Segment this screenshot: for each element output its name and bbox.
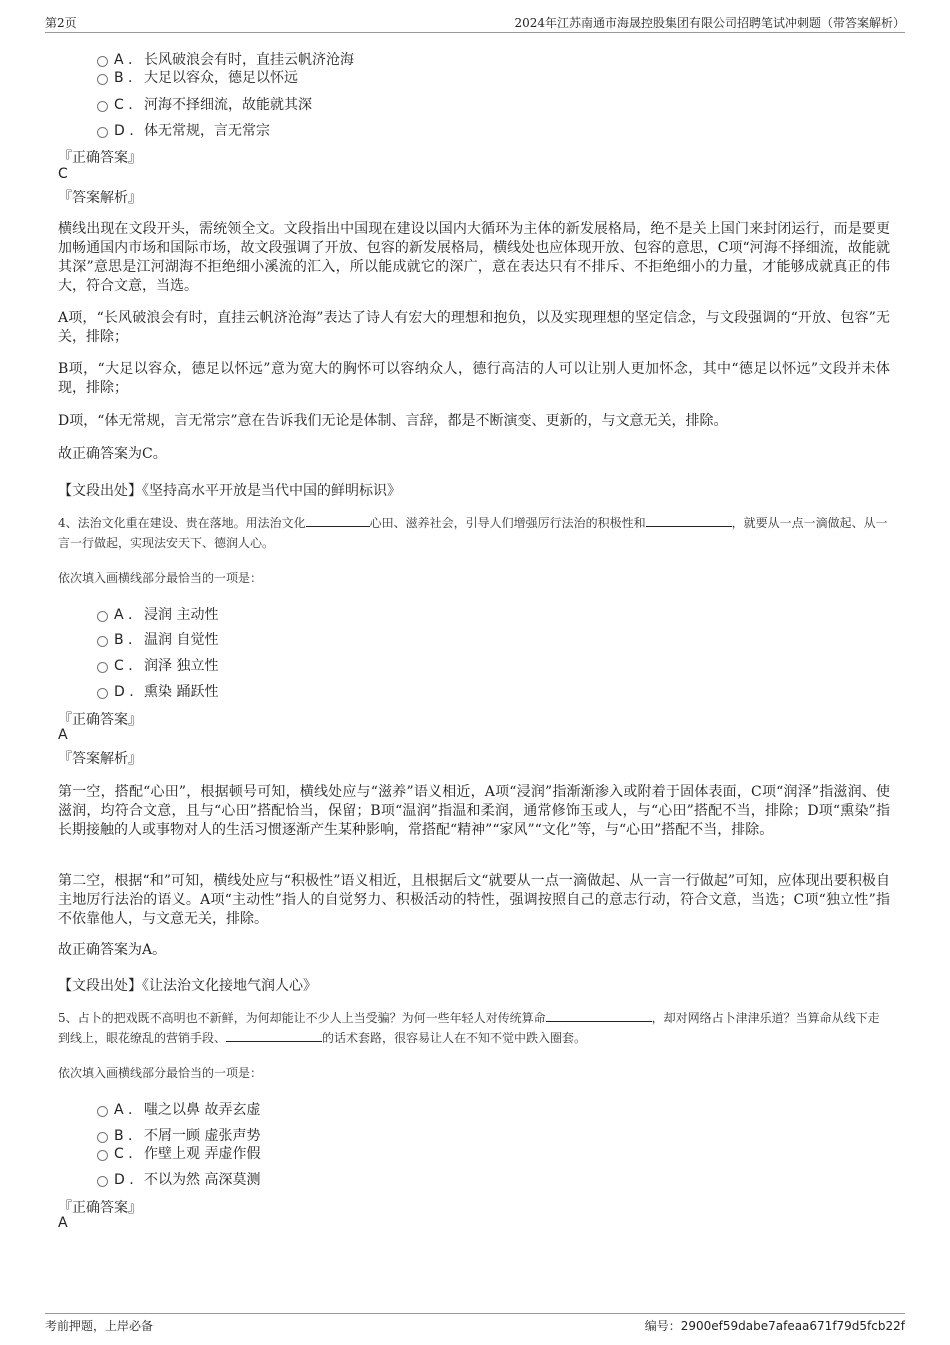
footer-slogan: 考前押题，上岸必备 bbox=[45, 1319, 154, 1333]
q5-option-d[interactable]: D . 不以为然 高深莫测 bbox=[97, 1169, 260, 1189]
radio-icon[interactable] bbox=[97, 56, 108, 67]
q3-analysis-paragraph: 横线出现在文段开头，需统领全文。文段指出中国现在建设以国内大循环为主体的新发展格局，绝不是关上国门来封闭运行，而是要更加畅通国内市场和国际市场，故文段强调了开放、包容的新发展格局，横线处也应体现开放、包容的意思，C项“河海不择细流，故能就其深”意思是江河湖海不拒绝细小溪流的汇入，所以能成就它的深广，意在表达只有不排斥、不拒绝细小的力量，才能够成就真正的伟大，符合文意，当选。 bbox=[58, 221, 890, 294]
q3-option-c[interactable]: C . 河海不择细流，故能就其深 bbox=[97, 94, 312, 114]
q3-analysis-label: 『答案解析』 bbox=[58, 190, 142, 206]
radio-icon[interactable] bbox=[97, 101, 108, 112]
blank-line bbox=[546, 1020, 652, 1022]
q4-source: 【文段出处】《让法治文化接地气润人心》 bbox=[58, 978, 317, 994]
q5-option-a[interactable]: A . 嗤之以鼻 故弄玄虚 bbox=[97, 1099, 260, 1119]
radio-icon[interactable] bbox=[97, 662, 108, 673]
q4-analysis-label: 『答案解析』 bbox=[58, 751, 142, 767]
q4-analysis-paragraph: 第一空，搭配“心田”，根据顿号可知，横线处应与“滋养”语义相近，A项“浸润”指渐渐渗入或附着于固体表面，C项“润泽”指滋润、使滋润，均符合文意，且与“心田”搭配恰当，保留；B项“温润”指温和柔润，通常修饰玉或人，与“心田”搭配不当，排除；D项“熏染”指长期接触的人或事物对人的生活习惯逐渐产生某种影响，常搭配“精神”“家风”“文化”等，与“心田”搭配不当，排除。 bbox=[58, 784, 890, 838]
q3-analysis-paragraph: B项，“大足以容众，德足以怀远”意为宽大的胸怀可以容纳众人，德行高洁的人可以让别人更加怀念，其中“德足以怀远”文段并未体现，排除； bbox=[58, 361, 890, 396]
q4-answer-label: 『正确答案』 bbox=[58, 712, 142, 728]
radio-icon[interactable] bbox=[97, 1150, 108, 1161]
q3-option-b[interactable]: B . 大足以容众，德足以怀远 bbox=[97, 67, 298, 87]
radio-icon[interactable] bbox=[97, 688, 108, 699]
q4-answer: A bbox=[58, 727, 68, 743]
q3-analysis-paragraph: A项，“长风破浪会有时，直挂云帆济沧海”表达了诗人有宏大的理想和抱负，以及实现理想的坚定信念，与文段强调的“开放、包容”无关，排除； bbox=[58, 310, 890, 345]
radio-icon[interactable] bbox=[97, 611, 108, 622]
document-id: 编号：2900ef59dabe7afeaa671f79d5fcb22f bbox=[644, 1319, 905, 1333]
q5-answer: A bbox=[58, 1215, 68, 1231]
q3-source: 【文段出处】《坚持高水平开放是当代中国的鲜明标识》 bbox=[58, 483, 401, 499]
q5-stem: 5、占卜的把戏既不高明也不新鲜，为何却能让不少人上当受骗？为何一些年轻人对传统算命 ，却对网络占卜津津乐道？当算命从线下走到线上，眼花缭乱的营销手段、 的话术套路，很容易让人在不知不觉中跌入圈套。 bbox=[58, 1011, 880, 1045]
q3-analysis-paragraph: 故正确答案为C。 bbox=[58, 446, 167, 462]
q4-stem: 4、法治文化重在建设、贵在落地。用法治文化 心田、滋养社会，引导人们增强厉行法治的积极性和 ，就要从一点一滴做起、从一言一行做起，实现法安天下、德润人心。 bbox=[58, 516, 888, 550]
radio-icon[interactable] bbox=[97, 636, 108, 647]
q3-answer-label: 『正确答案』 bbox=[58, 150, 142, 166]
radio-icon[interactable] bbox=[97, 74, 108, 85]
q4-option-a[interactable]: A . 浸润 主动性 bbox=[97, 604, 218, 624]
q4-option-b[interactable]: B . 温润 自觉性 bbox=[97, 629, 218, 649]
q3-answer: C bbox=[58, 166, 68, 182]
page-footer bbox=[45, 1313, 905, 1333]
q5-answer-label: 『正确答案』 bbox=[58, 1200, 142, 1216]
q4-option-c[interactable]: C . 润泽 独立性 bbox=[97, 655, 218, 675]
q5-instruction: 依次填入画横线部分最恰当的一项是： bbox=[58, 1066, 263, 1080]
q4-analysis-paragraph: 故正确答案为A。 bbox=[58, 942, 167, 958]
page-number: 第2页 bbox=[45, 16, 77, 30]
blank-line bbox=[646, 525, 732, 527]
q5-option-b[interactable]: B . 不屑一顾 虚张声势 bbox=[97, 1125, 260, 1145]
radio-icon[interactable] bbox=[97, 1132, 108, 1143]
q3-analysis-paragraph: D项，“体无常规，言无常宗”意在告诉我们无论是体制、言辞，都是不断演变、更新的，与文意无关，排除。 bbox=[58, 413, 728, 429]
document-title: 2024年江苏南通市海晟控股集团有限公司招聘笔试冲刺题（带答案解析） bbox=[514, 16, 905, 30]
radio-icon[interactable] bbox=[97, 1106, 108, 1117]
blank-line bbox=[226, 1040, 322, 1042]
q3-option-a[interactable]: A . 长风破浪会有时，直挂云帆济沧海 bbox=[97, 49, 354, 69]
radio-icon[interactable] bbox=[97, 1176, 108, 1187]
q4-option-d[interactable]: D . 熏染 踊跃性 bbox=[97, 681, 218, 701]
q4-analysis-paragraph: 第二空，根据“和”可知，横线处应与“积极性”语义相近，且根据后文“就要从一点一滴做起、从一言一行做起”可知，应体现出要积极自主地厉行法治的语义。A项“主动性”指人的自觉努力、积极活动的特性，强调按照自己的意志行动，符合文意，当选；C项“独立性”指不依靠他人，与文意无关，排除。 bbox=[58, 873, 890, 927]
page-header bbox=[45, 14, 905, 33]
q5-option-c[interactable]: C . 作壁上观 弄虚作假 bbox=[97, 1143, 260, 1163]
blank-line bbox=[306, 525, 370, 527]
q4-instruction: 依次填入画横线部分最恰当的一项是： bbox=[58, 571, 263, 585]
q3-option-d[interactable]: D . 体无常规，言无常宗 bbox=[97, 120, 270, 140]
radio-icon[interactable] bbox=[97, 127, 108, 138]
